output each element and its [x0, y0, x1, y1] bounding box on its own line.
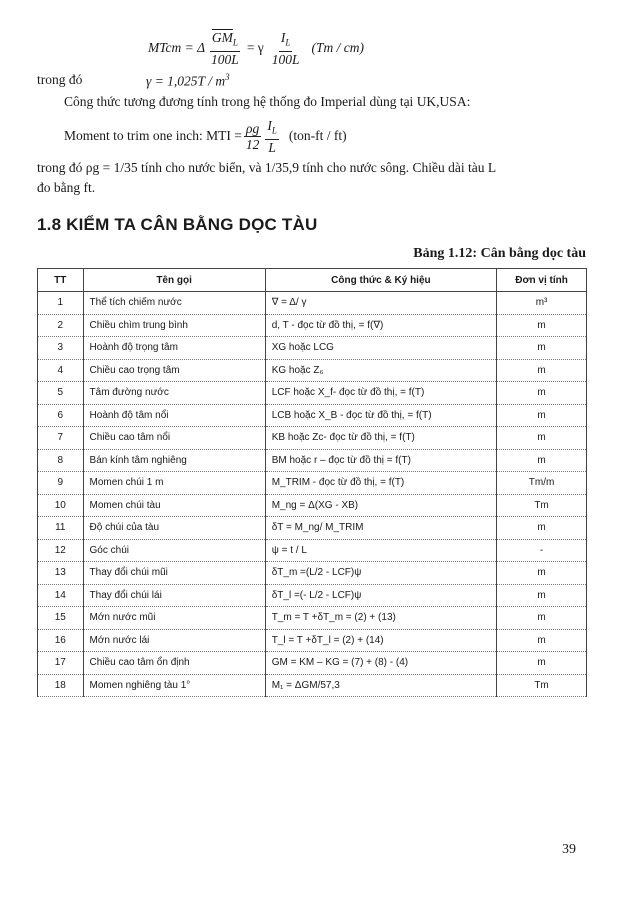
- row-name: Thay đổi chúi lái: [83, 584, 265, 607]
- table-row: [38, 314, 587, 337]
- row-unit: m: [497, 359, 587, 382]
- row-number: 14: [38, 584, 84, 607]
- formula-unit: (ton-ft / ft): [288, 128, 347, 144]
- row-number: 3: [38, 337, 84, 360]
- table-header-row: [38, 269, 587, 292]
- table-row: [38, 427, 587, 450]
- table-row: [38, 584, 587, 607]
- row-name: Tâm đường nước: [83, 382, 265, 405]
- note-line-2: đo bằng ft.: [37, 180, 96, 195]
- row-formula: δT_l =(- L/2 - LCF)ψ: [265, 584, 496, 607]
- fraction-denominator: L: [268, 139, 276, 155]
- row-name: Độ chúi của tàu: [83, 517, 265, 540]
- table-row: [38, 607, 587, 630]
- row-name: Thay đổi chúi mũi: [83, 562, 265, 585]
- mtcm-formula: [148, 30, 364, 67]
- row-unit: Tm: [497, 494, 587, 517]
- row-unit: m: [497, 607, 587, 630]
- row-number: 6: [38, 404, 84, 427]
- fraction-denominator: 100L: [271, 51, 300, 67]
- row-number: 7: [38, 427, 84, 450]
- formula-lhs: Moment to trim one inch: MTI =: [64, 128, 242, 144]
- table-row: [38, 292, 587, 315]
- imperial-intro: Công thức tương đương tính trong hệ thống đo Imperial dùng tại UK,USA:: [64, 94, 471, 109]
- row-formula: T_l = T +δT_l = (2) + (14): [265, 629, 496, 652]
- row-number: 8: [38, 449, 84, 472]
- fraction-rhog: [244, 121, 262, 152]
- row-unit: m: [497, 652, 587, 675]
- row-formula: BM hoặc r – đọc từ đồ thị = f(T): [265, 449, 496, 472]
- row-number: 16: [38, 629, 84, 652]
- row-formula: ψ = t / L: [265, 539, 496, 562]
- table-caption: Bảng 1.12: Cân bằng dọc tàu: [413, 246, 586, 261]
- row-name: Momen nghiêng tàu 1°: [83, 674, 265, 697]
- row-number: 13: [38, 562, 84, 585]
- row-formula: LCB hoặc X_B - đọc từ đồ thị, = f(T): [265, 404, 496, 427]
- row-unit: m: [497, 382, 587, 405]
- row-number: 9: [38, 472, 84, 495]
- row-formula: GM = KM – KG = (7) + (8) - (4): [265, 652, 496, 675]
- fraction-numerator: I: [267, 118, 272, 133]
- table-row: [38, 449, 587, 472]
- row-name: Thể tích chiếm nước: [83, 292, 265, 315]
- table-row: [38, 382, 587, 405]
- table-row: [38, 494, 587, 517]
- subscript: L: [232, 37, 238, 48]
- fraction-denominator: 100L: [211, 51, 239, 67]
- table-row: [38, 404, 587, 427]
- row-formula: ∇ = Δ/ γ: [265, 292, 496, 315]
- subscript: L: [271, 125, 277, 136]
- row-unit: Tm/m: [497, 472, 587, 495]
- table-row: [38, 629, 587, 652]
- formula-unit: (Tm / cm): [311, 40, 365, 56]
- row-name: Mớn nước lái: [83, 629, 265, 652]
- row-name: Momen chúi 1 m: [83, 472, 265, 495]
- fraction-gm: [209, 30, 241, 67]
- row-unit: m: [497, 404, 587, 427]
- table-row: [38, 539, 587, 562]
- page-number: 39: [562, 842, 576, 857]
- row-number: 11: [38, 517, 84, 540]
- row-name: Bán kính tâm nghiêng: [83, 449, 265, 472]
- row-formula: δT_m =(L/2 - LCF)ψ: [265, 562, 496, 585]
- table-row: [38, 337, 587, 360]
- row-number: 2: [38, 314, 84, 337]
- row-formula: KG hoặc Z₆: [265, 359, 496, 382]
- row-unit: m: [497, 517, 587, 540]
- row-number: 10: [38, 494, 84, 517]
- gamma-value: [146, 72, 230, 90]
- table-row: [38, 562, 587, 585]
- gamma-expression: γ = 1,025T / m: [146, 73, 226, 89]
- note-line-1: trong đó ρg = 1/35 tính cho nước biển, và 1/35,9 tính cho nước sông. Chiều dài tàu L: [37, 160, 497, 175]
- row-formula: T_m = T +δT_m = (2) + (13): [265, 607, 496, 630]
- table-row: [38, 674, 587, 697]
- row-number: 1: [38, 292, 84, 315]
- fraction-il: [265, 118, 279, 155]
- fraction-il: [270, 30, 302, 67]
- mti-formula: [64, 118, 347, 155]
- row-number: 18: [38, 674, 84, 697]
- row-name: Chiều chìm trung bình: [83, 314, 265, 337]
- row-formula: KB hoặc Zc- đọc từ đồ thị, = f(T): [265, 427, 496, 450]
- column-header-unit: Đơn vị tính: [497, 269, 587, 292]
- row-unit: Tm: [497, 674, 587, 697]
- row-unit: m: [497, 427, 587, 450]
- row-unit: m: [497, 337, 587, 360]
- gamma-exponent: 3: [225, 72, 230, 82]
- row-name: Hoành độ trọng tâm: [83, 337, 265, 360]
- column-header-formula: Công thức & Ký hiệu: [265, 269, 496, 292]
- row-name: Góc chúi: [83, 539, 265, 562]
- table-row: [38, 472, 587, 495]
- table-row: [38, 359, 587, 382]
- row-number: 17: [38, 652, 84, 675]
- formula-lhs: MTcm = Δ: [148, 40, 206, 56]
- row-formula: M_ng = Δ(XG - XB): [265, 494, 496, 517]
- row-name: Chiều cao tâm ổn định: [83, 652, 265, 675]
- row-unit: m³: [497, 292, 587, 315]
- section-heading: 1.8 KIỂM TA CÂN BẰNG DỌC TÀU: [37, 215, 318, 234]
- table-row: [38, 652, 587, 675]
- fraction-numerator: $\overline{GM}$: [211, 30, 233, 45]
- row-formula: LCF hoặc X_f- đọc từ đồ thị, = f(T): [265, 382, 496, 405]
- fraction-numerator: ρg: [245, 120, 260, 136]
- subscript: L: [285, 37, 291, 48]
- row-name: Hoành độ tâm nổi: [83, 404, 265, 427]
- row-unit: m: [497, 449, 587, 472]
- row-formula: δT = M_ng/ M_TRIM: [265, 517, 496, 540]
- row-number: 15: [38, 607, 84, 630]
- row-formula: M₁ = ΔGM/57,3: [265, 674, 496, 697]
- row-unit: m: [497, 584, 587, 607]
- fraction-denominator: 12: [245, 136, 260, 152]
- row-formula: XG hoặc LCG: [265, 337, 496, 360]
- row-number: 12: [38, 539, 84, 562]
- row-formula: d, T - đọc từ đồ thị, = f(∇): [265, 314, 496, 337]
- where-label: trong đó: [37, 72, 83, 87]
- row-name: Momen chúi tàu: [83, 494, 265, 517]
- row-number: 5: [38, 382, 84, 405]
- row-unit: m: [497, 562, 587, 585]
- trim-table: [37, 268, 587, 697]
- fraction-numerator: I: [280, 30, 286, 45]
- row-unit: -: [497, 539, 587, 562]
- row-number: 4: [38, 359, 84, 382]
- row-name: Chiều cao trọng tâm: [83, 359, 265, 382]
- column-header-tt: TT: [38, 269, 84, 292]
- row-unit: m: [497, 314, 587, 337]
- column-header-name: Tên gọi: [83, 269, 265, 292]
- row-name: Chiều cao tâm nổi: [83, 427, 265, 450]
- table-row: [38, 517, 587, 540]
- row-name: Mớn nước mũi: [83, 607, 265, 630]
- row-unit: m: [497, 629, 587, 652]
- equals-gamma: = γ: [246, 40, 264, 56]
- row-formula: M_TRIM - đọc từ đồ thị, = f(T): [265, 472, 496, 495]
